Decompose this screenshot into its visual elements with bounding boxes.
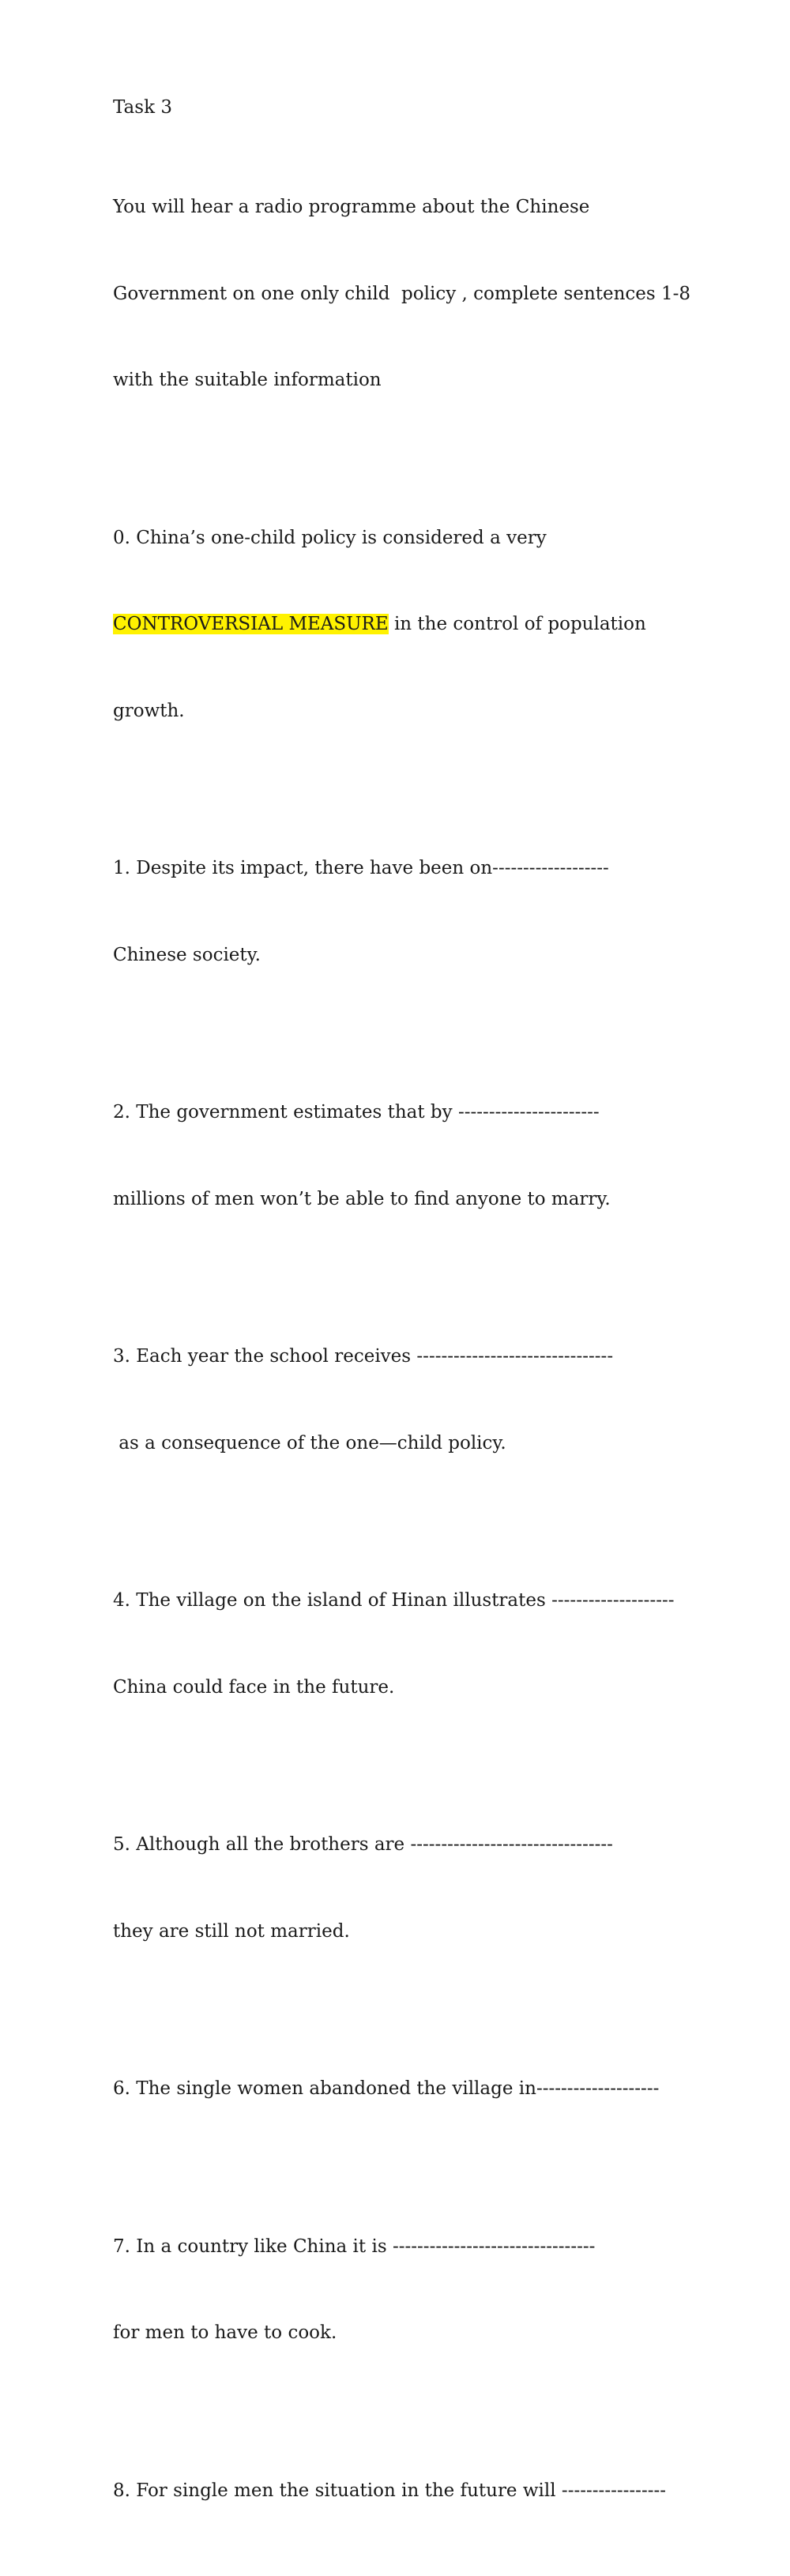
question-item-5 xyxy=(113,1773,698,2003)
question-item-1 xyxy=(113,796,698,1027)
question-line: 8. For single men the situation in the future will ----------------- xyxy=(113,2480,667,2501)
question-item-6 xyxy=(113,2017,698,2161)
instructions-line: You will hear a radio programme about the Chinese xyxy=(113,197,590,217)
question-line: millions of men won’t be able to find anyone to marry. xyxy=(113,1188,611,1209)
example-line: 0. China’s one-child policy is considered a very xyxy=(113,527,547,548)
question-item-3 xyxy=(113,1284,698,1515)
instructions-line: Government on one only child policy , complete sentences 1-8 xyxy=(113,283,691,304)
question-line: 1. Despite its impact, there have been on------------------- xyxy=(113,858,609,878)
example-line: growth. xyxy=(113,700,185,721)
question-line: 7. In a country like China it is --------------------------------- xyxy=(113,2236,596,2257)
question-line: 6. The single women abandoned the village in-------------------- xyxy=(113,2078,660,2099)
example-answer-highlight: CONTROVERSIAL MEASURE xyxy=(113,614,389,634)
question-line: they are still not married. xyxy=(113,1920,350,1942)
question-line: Chinese society. xyxy=(113,944,261,965)
instructions-line: with the suitable information xyxy=(113,370,382,390)
question-item-2 xyxy=(113,1040,698,1271)
question-line: 4. The village on the island of Hinan illustrates -------------------- xyxy=(113,1590,675,1611)
question-line: 2. The government estimates that by ----------------------- xyxy=(113,1102,600,1123)
example-item xyxy=(113,466,698,784)
question-line: 5. Although all the brothers are --------------------------------- xyxy=(113,1834,613,1855)
question-line: China could face in the future. xyxy=(113,1676,395,1698)
instructions xyxy=(113,135,698,453)
question-item-7 xyxy=(113,2175,698,2405)
worksheet-page xyxy=(113,93,698,2576)
task-title: Task 3 xyxy=(113,97,172,118)
question-line: 3. Each year the school receives -------------------------------- xyxy=(113,1346,614,1367)
example-line-rest: in the control of population xyxy=(388,614,646,634)
example-line xyxy=(113,610,698,639)
question-line: as a consequence of the one—child policy. xyxy=(113,1432,506,1453)
question-item-4 xyxy=(113,1529,698,1759)
question-item-8 xyxy=(113,2419,698,2563)
question-line: for men to have to cook. xyxy=(113,2322,337,2343)
